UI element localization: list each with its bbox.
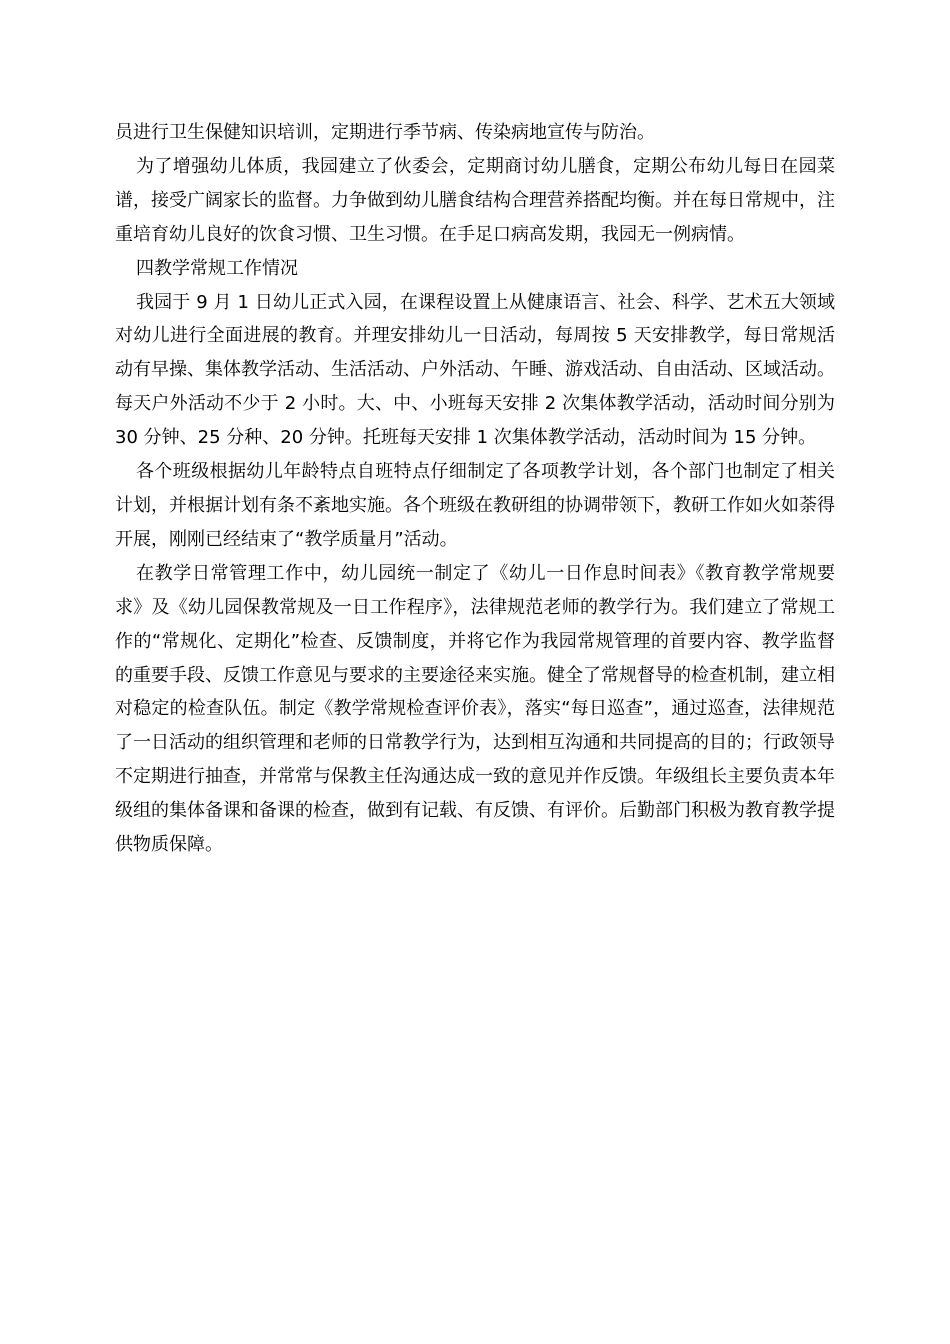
paragraph-teaching-plans: 各个班级根据幼儿年龄特点自班特点仔细制定了各项教学计划，各个部门也制定了相关计划，并根据计划有条不紊地实施。各个班级在教研组的协调带领下，教研工作如火如荼得开展，刚刚已经结束了“教学质量月”活动。 bbox=[115, 461, 835, 550]
document-page bbox=[115, 116, 835, 862]
paragraph-curriculum: 我园于 9 月 1 日幼儿正式入园，在课程设置上从健康语言、社会、科学、艺术五大领域对幼儿进行全面进展的教育。并理安排幼儿一日活动，每周按 5 天安排教学，每日常规活动有早操、集体教学活动、生活活动、户外活动、午睡、游戏活动、自由活动、区域活动。每天户外活动不少于 2 小时。大、中、小班每天安排 2 次集体教学活动，活动时间分别为 30 分钟、25 分种、20 分钟。托班每天安排 1 次集体教学活动，活动时间为 15 分钟。 bbox=[115, 291, 835, 449]
paragraph-nutrition: 为了增强幼儿体质，我园建立了伙委会，定期商讨幼儿膳食，定期公布幼儿每日在园菜谱，接受广阔家长的监督。力争做到幼儿膳食结构合理营养搭配均衡。并在每日常规中，注重培育幼儿良好的饮食习惯、卫生习惯。在手足口病高发期，我园无一例病情。 bbox=[115, 155, 835, 245]
section-heading: 四教学常规工作情况 bbox=[136, 257, 298, 279]
paragraph-continuation: 员进行卫生保健知识培训，定期进行季节病、传染病地宣传与防治。 bbox=[115, 122, 655, 143]
paragraph-daily-management: 在教学日常管理工作中，幼儿园统一制定了《幼儿一日作息时间表》《教育教学常规要求》及《幼儿园保教常规及一日工作程序》，法律规范老师的教学行为。我们建立了常规工作的“常规化、定期化”检查、反馈制度，并将它作为我园常规管理的首要内容、教学监督的重要手段、反馈工作意见与要求的主要途径来实施。健全了常规督导的检查机制，建立相对稳定的检查队伍。制定《教学常规检查评价表》，落实“每日巡查”，通过巡查，法律规范了一日活动的组织管理和老师的日常教学行为，达到相互沟通和共同提高的目的；行政领导不定期进行抽查，并常常与保教主任沟通达成一致的意见并作反馈。年级组长主要负责本年级组的集体备课和备课的检查，做到有记载、有反馈、有评价。后勤部门积极为教育教学提供物质保障。 bbox=[115, 562, 835, 856]
